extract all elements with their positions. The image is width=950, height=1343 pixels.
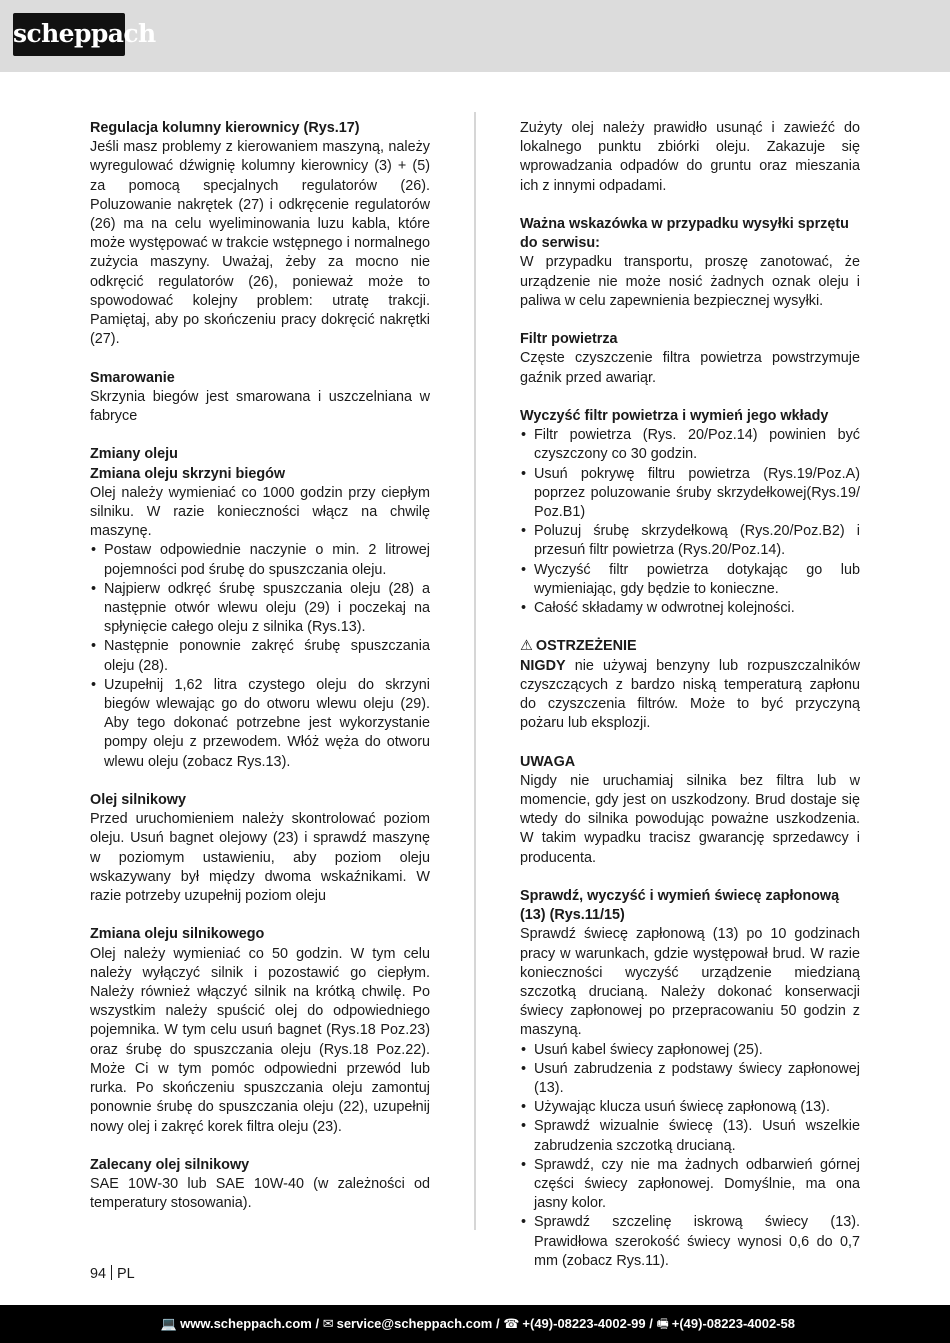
bullet-list [90, 541, 430, 771]
list-item: • Usuń zabrudzenia z podstawy świecy zapłonowej (13). [520, 1060, 860, 1098]
scheppach-logo: scheppach [13, 13, 125, 56]
section-subtitle: Zmiana oleju skrzyni biegów [90, 465, 286, 482]
section-title: Olej silnikowy [90, 792, 186, 809]
section-title: Smarowanie [90, 369, 175, 386]
footer-phone: +(49)-08223-4002-99 [522, 1316, 646, 1331]
footer-separator: / [311, 1316, 323, 1331]
list-item: • Wyczyść filtr powietrza dotykając go lub wymieniając, gdy będzie to konieczne. [520, 561, 860, 599]
section-body: SAE 10W-30 lub SAE 10W-40 (w zależności od temperatury stosowania). [90, 1176, 430, 1212]
computer-icon: 💻 [160, 1316, 178, 1331]
list-item: • Używając klucza usuń świecę zapłonową (13). [520, 1098, 860, 1117]
section-title: Zmiana oleju silnikowego [90, 926, 265, 943]
footer-email-link[interactable]: service@scheppach.com [336, 1316, 493, 1331]
footer-contacts [161, 1305, 795, 1343]
section-body: Częste czyszczenie filtra powietrza powstrzymuje gaźnik przed awariąr. [520, 350, 860, 386]
section-body: W przypadku transportu, proszę zanotować, że urządzenie nie może nosić żadnych oznak oleju i paliwa w celu zapewnienia bezpiecznej wysyłki. [520, 254, 860, 309]
section-title: UWAGA [520, 753, 576, 770]
section-body: Zużyty olej należy prawidło usunąć i zawieźć do lokalnego punktu zbiórki oleju. Zakazuje się wprowadzania odpadów do gruntu oraz mieszania ich z innymi odpadami. [520, 120, 860, 194]
section-body: Olej należy wymieniać co 50 godzin. W tym celu należy wyłączyć silnik i pozostawić go ciepłym. Należy również włączyć silnik na krótką chwilę. Po wszystkim należy spuścić olej do odpowiedniego pojemnika. W tym celu usuń bagnet (Rys.18 Poz.23) oraz śrubę do spuszczania oleju (Rys.18 Poz.22). Może Ci w tym pomóc odpowiedni przewód lub rurka. Po skończeniu spuszczania oleju zamontuj ponownie śrubę do spuszczania oleju (22), uzupełnij nowy olej i zakręć korek filtra oleju (23). [90, 945, 430, 1135]
footer-separator: / [492, 1316, 504, 1331]
list-item: • Sprawdź wizualnie świecę (13). Usuń wszelkie zabrudzenia szczotką drucianą. [520, 1117, 860, 1155]
page-number-value: 94 [90, 1266, 107, 1282]
warning-title [520, 637, 860, 656]
bullet-list [520, 426, 860, 618]
section-body: Nigdy nie uruchamiaj silnika bez filtra lub w momencie, gdy jest on uszkodzony. Brud dostaje się wtedy do silnika powodując poważne uszkodzenia. W takim wypadku tracisz gwarancję sprzedawcy i producenta. [520, 772, 860, 866]
list-item: • Sprawdź, czy nie ma żadnych odbarwień górnej części świecy zapłonowej. Domyślnie, ma ona jasny kolor. [520, 1156, 860, 1214]
warning-title-text: OSTRZEŻENIE [535, 638, 637, 655]
list-item: • Sprawdź szczelinę iskrową świecy (13). Prawidłowa szerokość świecy wynosi 0,6 do 0,7 mm (zobacz Rys.11). [520, 1213, 860, 1271]
section-title: Regulacja kolumny kierownicy (Rys.17) [90, 120, 360, 136]
list-item: • Następnie ponownie zakręć śrubę spuszczania oleju (28). [90, 637, 430, 675]
section-body: Olej należy wymieniać co 1000 godzin przy ciepłym silniku. W razie konieczności włącz na chwilę maszynę. [90, 484, 430, 540]
warning-text: nie używaj benzyny lub rozpuszczalników czyszczących z bardzo niską temperaturą zapłonu do czyszczenia filtrów. Może to być przyczyną pożaru lub eksplozji. [520, 657, 860, 732]
page-number [90, 1265, 135, 1284]
phone-icon: ☎ [503, 1316, 520, 1331]
section-title: Wyczyść filtr powietrza i wymień jego wkłady [520, 408, 829, 424]
fax-icon: 🖷 [656, 1316, 669, 1331]
left-column [90, 119, 430, 1214]
footer-separator: / [645, 1316, 657, 1331]
list-item: • Całość składamy w odwrotnej kolejności. [520, 599, 860, 618]
list-item: • Postaw odpowiednie naczynie o min. 2 litrowej pojemności pod śrubę do spuszczania oleju. [90, 541, 430, 579]
section-title: Sprawdź, wyczyść i wymień świecę zapłonową (13) (Rys.11/15) [520, 888, 840, 924]
warning-lead: NIGDY [520, 657, 566, 674]
list-item: • Usuń kabel świecy zapłonowej (25). [520, 1041, 860, 1060]
footer-fax: +(49)-08223-4002-58 [671, 1316, 795, 1331]
right-column [520, 119, 860, 1271]
section-body: Jeśli masz problemy z kierowaniem maszyną, należy wyregulować dźwignię kolumny kierownicy (3) + (5) za pomocą specjalnych regulatorów (26). Poluzowanie nakrętek (27) i odkręcenie regulatorów (26) ma na celu wyeliminowania luzu kabla, które może występować w trakcie wstępnego i normalnego zużycia maszyny. Uważaj, żeby za mocno nie odkręcić regulatorów (26), ponieważ może to spowodować kolejny problem: utratę trakcji. Pamiętaj, aby po skończeniu pracy dokręcić nakrętki (27). [90, 139, 430, 348]
section-body: Przed uruchomieniem należy skontrolować poziom oleju. Usuń bagnet olejowy (23) i sprawdź maszynę w poziomym ustawieniu, aby poziom oleju wskazywany był między dwoma wskaźnikami. W razie potrzeby uzupełnij poziom oleju [90, 811, 430, 905]
section-title: Ważna wskazówka w przypadku wysyłki sprzętu do serwisu: [520, 216, 849, 252]
footer-website-link[interactable]: www.scheppach.com [180, 1316, 312, 1331]
footer-bar [0, 1305, 950, 1343]
section-body: Sprawdź świecę zapłonową (13) po 10 godzinach pracy w warunkach, gdzie występował brud. W razie konieczności wyczyść urządzenie miedzianą szczotką drucianą. Należy dokonać konserwacji świecy zapłonowej po przepracowaniu 50 godzin z maszyną. [520, 926, 860, 1039]
bullet-list [520, 1041, 860, 1271]
warning-icon: ⚠ [520, 638, 533, 655]
section-title: Zmiany oleju [90, 446, 178, 463]
list-item: • Uzupełnij 1,62 litra czystego oleju do skrzyni biegów wlewając go do otworu wlewu oleju (29). Aby tego dokonać potrzebne jest wykorzystanie pompy oleju z przewodem. Włóż węża do otworu wlewu oleju (zobacz Rys.13). [90, 676, 430, 772]
mail-icon: ✉ [322, 1316, 334, 1331]
list-item: • Filtr powietrza (Rys. 20/Poz.14) powinien być czyszczony co 30 godzin. [520, 426, 860, 464]
page-number-separator [111, 1265, 112, 1280]
section-body: Skrzynia biegów jest smarowana i uszczelniana w fabryce [90, 388, 430, 425]
list-item: • Poluzuj śrubę skrzydełkową (Rys.20/Poz.B2) i przesuń filtr powietrza (Rys.20/Poz.14). [520, 522, 860, 560]
list-item: • Usuń pokrywę filtru powietrza (Rys.19/Poz.A) poprzez poluzowanie śruby skrzydełkowej(Rys.19/ Poz.B1) [520, 465, 860, 523]
header-band [0, 0, 950, 72]
list-item: • Najpierw odkręć śrubę spuszczania oleju (28) a następnie otwór wlewu oleju (29) i poczekaj na spłynięcie całego oleju z silnika (Rys.13). [90, 580, 430, 638]
page-language: PL [117, 1266, 135, 1282]
warning-body [520, 657, 860, 734]
section-title: Zalecany olej silnikowy [90, 1156, 250, 1173]
column-divider [474, 112, 476, 1230]
section-title: Filtr powietrza [520, 331, 618, 348]
